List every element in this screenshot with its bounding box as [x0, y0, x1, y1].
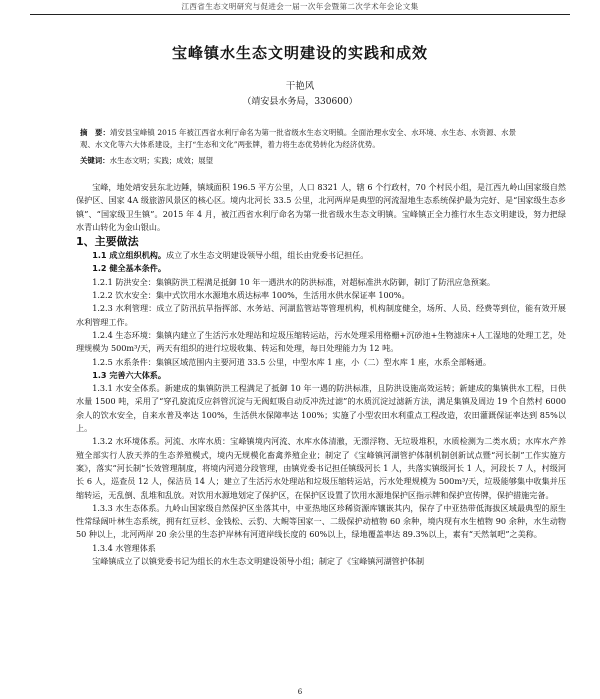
keywords — [80, 155, 524, 167]
paper-title: 宝峰镇水生态文明建设的实践和成效 — [171, 44, 428, 62]
abstract — [80, 127, 524, 151]
text-1-1: 成立了水生态文明建设领导小组，组长由党委书记担任。 — [166, 250, 369, 261]
author-name: 干艳风 — [285, 81, 315, 92]
paragraph-1-3 — [76, 369, 566, 382]
page-number: 6 — [297, 688, 303, 696]
running-header: 江西省生态文明研究与促进会一届一次年会暨第二次学术年会论文集 — [30, 2, 570, 15]
paragraph-1-2-2: 1.2.2 饮水安全：集中式饮用水水源地水质达标率 100%，生活用水供水保证率 100%。 — [92, 290, 410, 301]
author-affiliation: （靖安县水务局，330600） — [242, 97, 358, 107]
paragraph-1-2-3: 1.2.3 水利管理：成立了防汛抗旱指挥部、水务站、河湖监管站等管理机构，机构制度健全，场所、人员、经费等到位，能有效开展水利管理工作。 — [76, 303, 566, 327]
paragraph-1-3-4: 宝峰镇成立了以镇党委书记为组长的水生态文明建设领导小组；制定了《宝峰镇河湖管护体制 — [92, 556, 425, 567]
keywords-text: 水生态文明；实践；成效；展望 — [109, 156, 214, 165]
paragraph-1-2 — [76, 262, 566, 275]
paragraph-1-2-5: 1.2.5 水系条件：集镇区域范围内主要河道 33.5 公里，中型水库 1 座，小（二）型水库 1 座，水系全部畅通。 — [92, 356, 491, 367]
paragraph-1-3-2: 1.3.2 水环境体系。河流、水库水质：宝峰镇境内河流、水库水体清澈，无漂浮物、无垃圾堆积，水质检测为二类水质；水库水产养殖全部实行人放天养的生态养殖模式，境内无规模化畜禽养殖企业；制定了《宝峰镇河湖管护体制机制创新试点暨“河长制”工作实施方案》，落实“河长制”长效管理制度，将境内河道分段管理，由镇党委书记担任镇级河长 1 人，共落实镇级河长 1 人，河段长 7 人，村级河长 6 人，巡查员 12 人，保洁员 14 人；建立了生活污水处理站和垃圾压缩转运站，污水处理规模为 500m³/天，垃圾能够集中收集并压缩转运，无乱倒、乱堆和乱放。对饮用水源地划定了保护区，在保护区设置了饮用水源地保护区指示牌和保护宣传牌，保护措施完备。 — [76, 436, 566, 500]
abstract-label: 摘 要： — [80, 128, 110, 137]
paragraph-1-3-3: 1.3.3 水生态体系。九岭山国家级自然保护区坐落其中，中亚热地区珍稀资源库镶嵌其内，保存了中亚热带低海拔区域最典型的原生性常绿阔叶林生态系统，拥有红豆杉、金钱松、云豹、大鲵等国家一、二级保护动植物 60 余种，境内现有水生植物 90 余种，水生动物 50 种以上，北河两岸 20 余公里的生态护岸林有河道岸线长度的 60%以上，绿地覆盖率达 89.3%以上，素有“天然氧吧”之美称。 — [76, 502, 566, 540]
keywords-label: 关键词： — [80, 156, 110, 165]
paragraph-1-1 — [76, 249, 566, 262]
intro-paragraph: 宝峰，地处靖安县东北边陲，镇域面积 196.5 平方公里，人口 8321 人，辖 6 个行政村，70 个村民小组，是江西九岭山国家级自然保护区、国家 4A 级旅游风景区的核心区。境内北河长 33.5 公里，北河两岸是典型的河流湿地生态系统保护最为完好、是“国家级生态乡镇”、“国家级卫生镇”。2015 年 4 月，被江西省水利厅命名为第一批省级水生态文明镇。宝峰镇正全力推行水生态文明建设，努力把绿水青山转化为金山银山。 — [76, 182, 567, 232]
section-heading: 1、主要做法 — [76, 235, 139, 249]
body-text — [76, 181, 566, 568]
heading-1-3: 1.3 完善六大体系。 — [92, 369, 167, 380]
paragraph-1-2-4: 1.2.4 生态环境：集镇内建立了生活污水处理站和垃圾压缩转运站，污水处理采用格栅+沉砂池+生物滤床+人工湿地的处理工艺，处理规模为 500m³/天，两天有组织的进行垃圾收集、转运和处理，每日处理能力为 12 吨。 — [76, 329, 566, 354]
heading-1-1: 1.1 成立组织机构。 — [92, 250, 167, 261]
paragraph-1-2-1: 1.2.1 防洪安全：集镇防洪工程满足抵御 10 年一遇洪水的防洪标准，对超标准洪水防御，制订了防汛应急预案。 — [92, 276, 496, 287]
heading-1-3-4: 1.3.4 水管理体系 — [92, 542, 156, 553]
paragraph-1-3-1: 1.3.1 水安全体系。新建成的集镇防洪工程满足了抵御 10 年一遇的防洪标准，且防洪设施高效运转；新建成的集镇供水工程，日供水量 1500 吨，采用了“穿孔旋流反应斜管沉淀与无阀虹吸自动反冲洗过滤”的水质沉淀过滤新方法，满足集镇及周边 19 个自然村 6000 余人的饮水安全，自来水普及率达 100%，生活供水保障率达 100%；实施了小型农田水利重点工程改造，农田灌溉保证率达到 85%以上。 — [76, 383, 566, 434]
heading-1-2: 1.2 健全基本条件。 — [92, 263, 167, 274]
abstract-text: 靖安县宝峰镇 2015 年被江西省水利厅命名为第一批省级水生态文明镇。全面治理水安全、水环境、水生态、水资源、水景观、水文化等六大体系建设，主打“生态和文化”两张牌，着力将生态优势转化为经济优势。 — [80, 128, 517, 149]
